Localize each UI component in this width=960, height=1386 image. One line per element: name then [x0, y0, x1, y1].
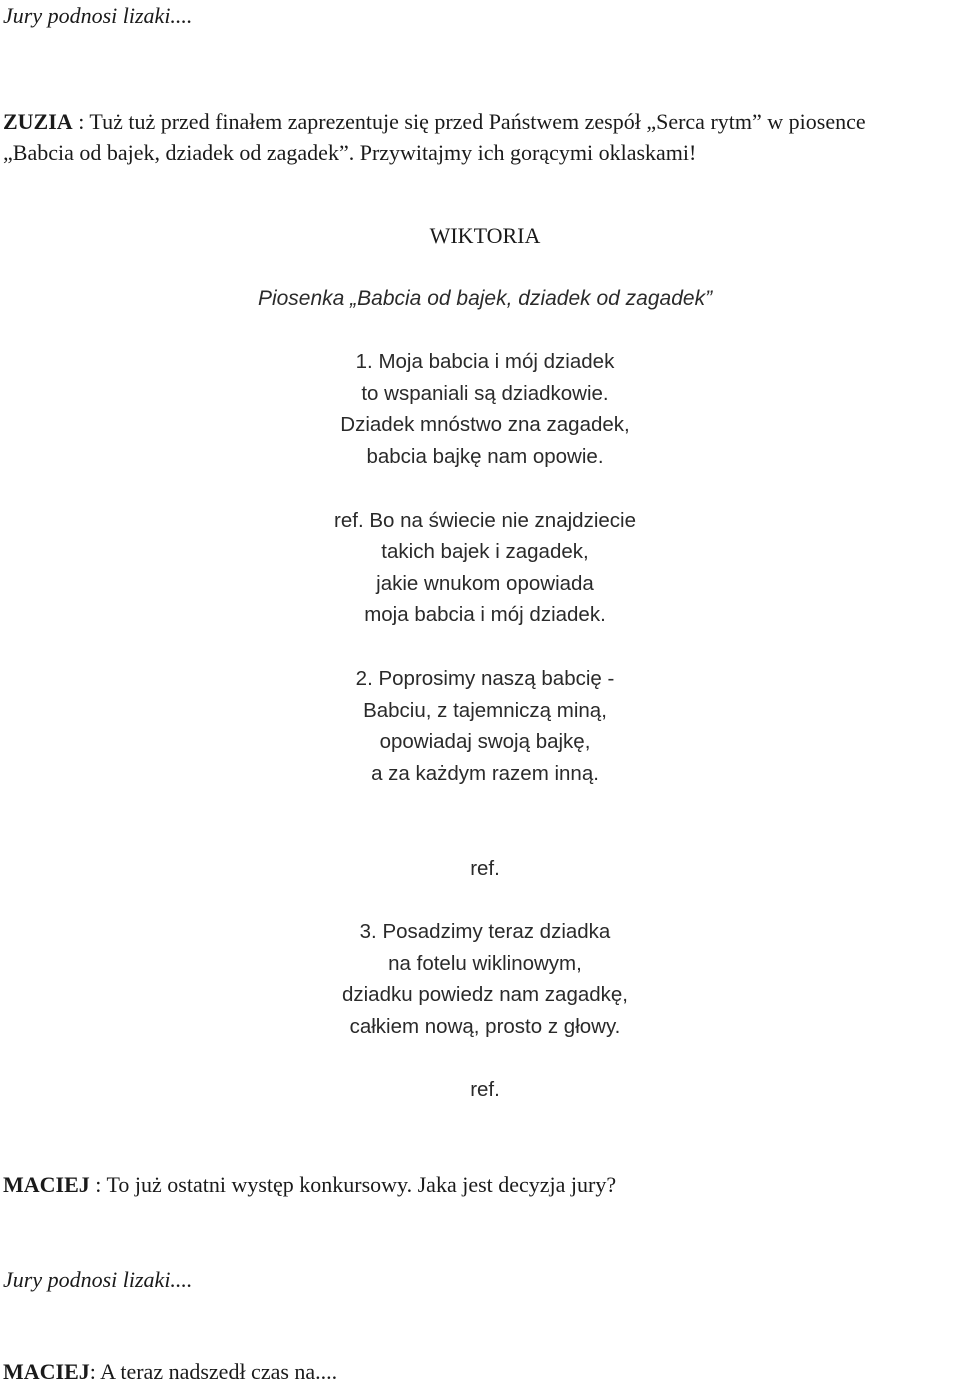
poem-line: ref. Bo na świecie nie znajdziecie	[334, 509, 636, 532]
poem-line: takich bajek i zagadek,	[381, 540, 589, 563]
dialogue-text-continued: „Babcia od bajek, dziadek od zagadek”. Przywitajmy ich gorącymi oklaskami!	[3, 140, 697, 165]
dialogue-line-maciej	[3, 1358, 337, 1386]
poem-line: jakie wnukom opowiada	[376, 572, 594, 595]
poem-line: dziadku powiedz nam zagadkę,	[341, 983, 629, 1006]
performer-name: WIKTORIA	[429, 223, 541, 248]
dialogue-text: : To już ostatni występ konkursowy. Jaka jest decyzja jury?	[89, 1172, 617, 1197]
speaker-name: MACIEJ	[3, 1172, 90, 1197]
refrain-marker: ref.	[470, 1078, 500, 1101]
poem-line: opowiadaj swoją bajkę,	[379, 730, 591, 753]
dialogue-text: : A teraz nadszedł czas na....	[89, 1359, 338, 1384]
poem-line: 2. Poprosimy naszą babcię -	[355, 667, 615, 690]
poem-line: to wspaniali są dziadkowie.	[361, 382, 609, 405]
dialogue-line-zuzia	[3, 108, 866, 136]
poem-line: Dziadek mnóstwo zna zagadek,	[340, 413, 630, 436]
poem-line: całkiem nową, prosto z głowy.	[349, 1015, 621, 1038]
dialogue-line-maciej	[3, 1171, 616, 1199]
poem-line: Babciu, z tajemniczą miną,	[363, 699, 607, 722]
poem-line: a za każdym razem inną.	[371, 762, 599, 785]
song-title: Piosenka „Babcia od bajek, dziadek od zagadek”	[257, 287, 713, 310]
stage-direction: Jury podnosi lizaki....	[3, 1267, 193, 1292]
stage-direction: Jury podnosi lizaki....	[3, 3, 193, 28]
dialogue-text: : Tuż tuż przed finałem zaprezentuje się przed Państwem zespół „Serca rytm” w piosence	[72, 109, 866, 134]
poem-line: 3. Posadzimy teraz dziadka	[359, 920, 611, 943]
poem-line: babcia bajkę nam opowie.	[366, 445, 604, 468]
poem-line: 1. Moja babcia i mój dziadek	[355, 350, 615, 373]
poem-line: moja babcia i mój dziadek.	[364, 603, 606, 626]
speaker-name: MACIEJ	[3, 1359, 90, 1384]
speaker-name: ZUZIA	[3, 109, 73, 134]
poem-line: na fotelu wiklinowym,	[388, 952, 582, 975]
refrain-marker: ref.	[470, 857, 500, 880]
